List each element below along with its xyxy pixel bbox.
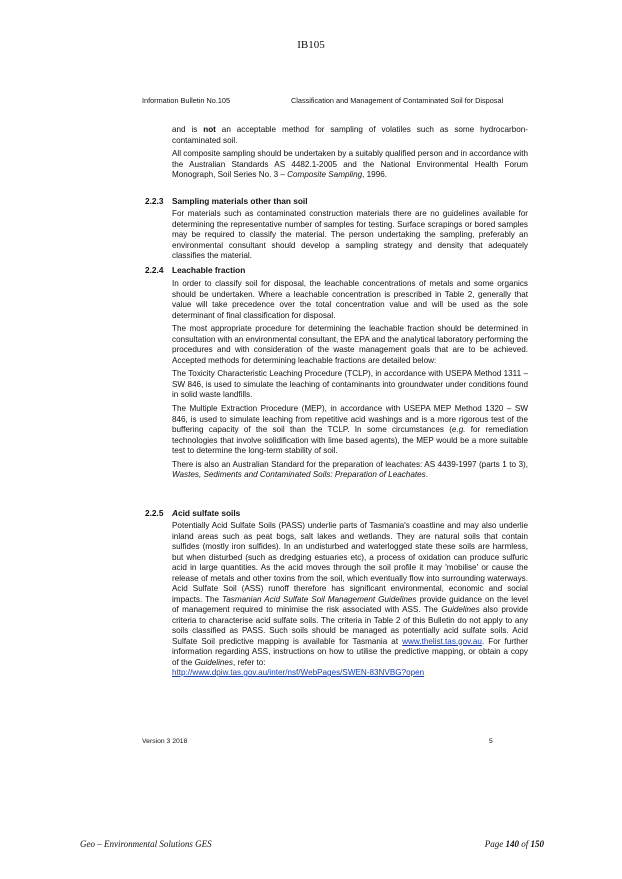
- section-2-2-4-paragraph-2: The most appropriate procedure for determining the leachable fraction should be determined in consultation with an environmental consultant, the EPA and the analytical laboratory performing the procedures and with consideration of the waste management goals that are to be achieved. Accepted methods for determining leachable fractions are detailed below:: [172, 324, 528, 365]
- section-title: Leachable fraction: [172, 265, 246, 275]
- section-number: 2.2.3: [145, 196, 164, 206]
- page-footer-right: Page 140 of 150: [484, 839, 544, 849]
- intro-block: [172, 125, 528, 184]
- section-2-2-4-paragraph-1: In order to classify soil for disposal, the leachable concentrations of metals and some organics should be undertaken. Where a leachable concentration is prescribed in Table 2, generally that value will take precedence over the total concentration value and will be used as the sole determinant of final classification for disposal.: [172, 279, 528, 320]
- intro-paragraph-1: and is not an acceptable method for sampling of volatiles such as some hydrocarbon-contaminated soil.: [172, 125, 528, 145]
- thelist-link[interactable]: www.thelist.tas.gov.au: [402, 636, 482, 646]
- page-footer-left: Geo – Environmental Solutions GES: [80, 839, 212, 849]
- section-title: Sampling materials other than soil: [172, 196, 308, 206]
- page-code: IB105: [297, 39, 325, 51]
- section-number: 2.2.4: [145, 265, 164, 275]
- section-2-2-3-paragraph: For materials such as contaminated construction materials there are no guidelines available for determining the representative number of samples for testing. Surface scrapings or bored samples may be required to classify the material. The person undertaking the sampling, preferably an environmental consultant should develop a sampling strategy and density that adequately classifies the material.: [172, 209, 528, 260]
- section-2-2-4-paragraph-4: The Multiple Extraction Procedure (MEP), in accordance with USEPA MEP Method 1320 – SW 846, is used to simulate leaching from repetitive acid washings and is a more rigorous test of the buffering capacity of the soil than the TCLP. In some circumstances (e.g. for remediation technologies that involve solidification with lime based agents), the MEP would be a more suitable test to determine the long-term stability of soil.: [172, 404, 528, 456]
- url-line: [172, 668, 528, 679]
- dpiw-url-link[interactable]: http://www.dpiw.tas.gov.au/inter/nsf/WebPages/SWEN-83NVBG?open: [172, 668, 425, 677]
- section-2-2-5-body: [172, 521, 528, 671]
- section-title: Acid sulfate soils: [172, 508, 241, 518]
- header-left: Information Bulletin No.105: [142, 96, 231, 105]
- section-number: 2.2.5: [145, 508, 164, 518]
- section-2-2-5-paragraph: Potentially Acid Sulfate Soils (PASS) underlie parts of Tasmania's coastline and may also underlie inland areas such as peat bogs, salt lakes and wetlands. They are natural soils that contain sulfides (mostly iron sulfides). In an undisturbed and waterlogged state these soils are harmless, but when disturbed (such as dredging estuaries etc), a process of oxidation can produce sulfuric acid in large quantities. As the acid moves through the soil profile it may 'mobilise' or cause the release of metals and other toxins from the soil, which eventually flow into surrounding waterways. Acid Sulfate Soil (ASS) runoff therefore has significant environmental, economic and social impacts. The Tasmanian Acid Sulfate Soil Management Guidelines provide guidance on the level of management required to minimise the risk associated with ASS. The Guidelines also provide criteria to characterise acid sulfate soils. The criteria in Table 2 of this Bulletin do not apply to any soils classified as PASS. Such soils should be managed as potentially acid sulfate soils. Acid Sulfate Soil predictive mapping is available for Tasmania at www.thelist.tas.gov.au. For further information regarding ASS, instructions on how to utilise the predictive mapping, or obtain a copy of the Guidelines, refer to:: [172, 521, 528, 667]
- header-right: Classification and Management of Contaminated Soil for Disposal: [291, 96, 504, 105]
- section-2-2-3-body: [172, 209, 528, 265]
- section-2-2-4-paragraph-3: The Toxicity Characteristic Leaching Procedure (TCLP), in accordance with USEPA Method 1311 – SW 846, is used to simulate the leaching of contaminants into groundwater under conditions found in solid waste landfills.: [172, 369, 528, 400]
- intro-paragraph-2: All composite sampling should be undertaken by a suitably qualified person and in accordance with the Australian Standards AS 4482.1-2005 and the National Environmental Health Forum Monograph, Soil Series No. 3 – Composite Sampling, 1996.: [172, 149, 528, 180]
- footer-version: Version 3 2018: [142, 738, 188, 745]
- section-2-2-4-paragraph-5: There is also an Australian Standard for the preparation of leachates: AS 4439-1997 (parts 1 to 3), Wastes, Sediments and Contaminated Soils: Preparation of Leachates.: [172, 459, 528, 480]
- footer-page-number: 5: [489, 738, 493, 745]
- section-2-2-4-body: [172, 279, 528, 484]
